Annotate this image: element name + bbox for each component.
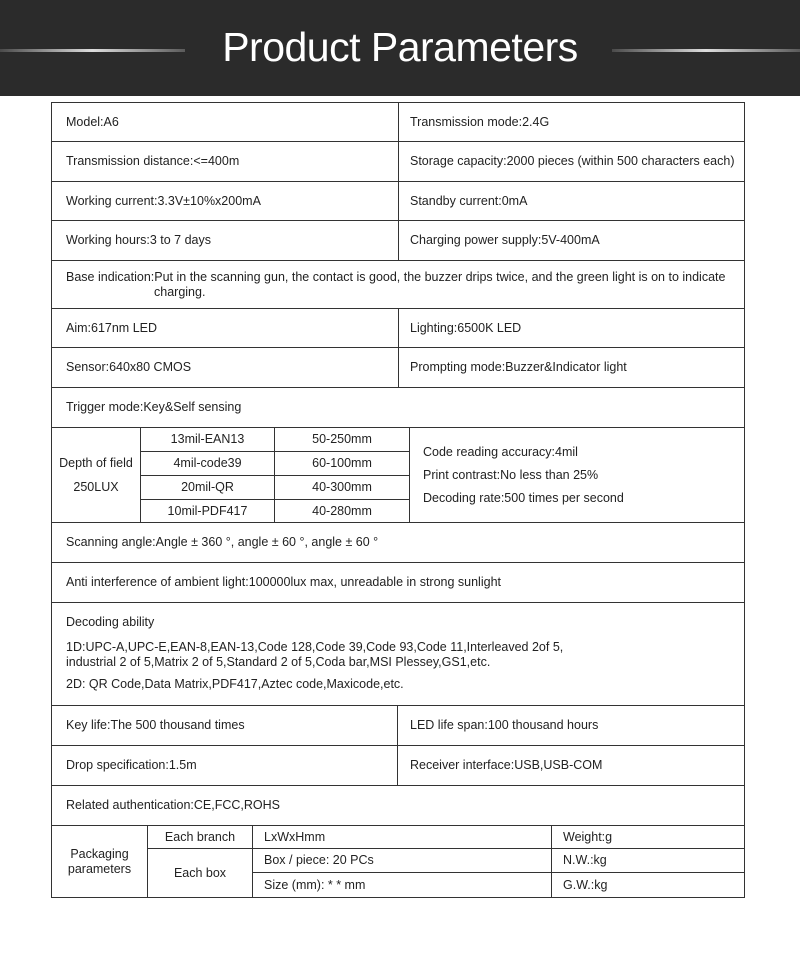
- cell-led-life: LED life span:100 thousand hours: [397, 705, 745, 746]
- base-label: Base indication:: [66, 269, 155, 284]
- cell-model: Model:A6: [51, 102, 399, 142]
- cell-packaging-label: [51, 825, 148, 898]
- depth-code: 13mil-EAN13: [140, 427, 275, 452]
- cell-storage: Storage capacity:2000 pieces (within 500 characters each): [398, 141, 745, 182]
- packaging-label-cont: parameters: [67, 861, 132, 876]
- cell-depth-specs: [409, 427, 745, 523]
- box-size: Size (mm): * * mm: [252, 872, 552, 898]
- page-title: Product Parameters: [222, 24, 578, 70]
- cell-trigger: Trigger mode:Key&Self sensing: [51, 387, 745, 428]
- cell-decoding: [51, 602, 745, 706]
- box-pieces: Box / piece: 20 PCs: [252, 848, 552, 873]
- branch-dims: LxWxHmm: [252, 825, 552, 849]
- cell-aim: Aim:617nm LED: [51, 308, 399, 348]
- each-branch: Each branch: [147, 825, 253, 849]
- depth-range: 60-100mm: [274, 451, 410, 476]
- decorative-line-right: [612, 49, 800, 52]
- cell-working-hours: Working hours:3 to 7 days: [51, 220, 399, 261]
- depth-range: 50-250mm: [274, 427, 410, 452]
- decoding-1d: 1D:UPC-A,UPC-E,EAN-8,EAN-13,Code 128,Code 39,Code 93,Code 11,Interleaved 2of 5,: [66, 640, 564, 654]
- cell-sensor: Sensor:640x80 CMOS: [51, 347, 399, 388]
- cell-distance: Transmission distance:<=400m: [51, 141, 399, 182]
- cell-lighting: Lighting:6500K LED: [398, 308, 745, 348]
- base-text: Put in the scanning gun, the contact is good, the buzzer drips twice, and the green light is on to indicate: [154, 269, 726, 284]
- each-box: Each box: [147, 848, 253, 898]
- depth-code: 20mil-QR: [140, 475, 275, 500]
- header-banner: [0, 0, 800, 96]
- cell-working-current: Working current:3.3V±10%x200mA: [51, 181, 399, 221]
- decoding-rate: Decoding rate:500 times per second: [423, 490, 624, 505]
- box-gross-weight: G.W.:kg: [551, 872, 745, 898]
- depth-range: 40-280mm: [274, 499, 410, 523]
- cell-base-indication: [51, 260, 745, 309]
- branch-weight: Weight:g: [551, 825, 745, 849]
- depth-range: 40-300mm: [274, 475, 410, 500]
- decoding-1d-cont: industrial 2 of 5,Matrix 2 of 5,Standard 2 of 5,Coda bar,MSI Plessey,GS1,etc.: [66, 655, 491, 669]
- depth-lux: 250LUX: [73, 480, 119, 494]
- base-text-cont: charging.: [154, 284, 206, 299]
- depth-label: Depth of field: [59, 456, 133, 470]
- cell-standby: Standby current:0mA: [398, 181, 745, 221]
- cell-anti-interference: Anti interference of ambient light:100000lux max, unreadable in strong sunlight: [51, 562, 745, 603]
- decoding-title: Decoding ability: [66, 615, 155, 629]
- cell-authentication: Related authentication:CE,FCC,ROHS: [51, 785, 745, 826]
- cell-scanning: Scanning angle:Angle ± 360 °, angle ± 60 °, angle ± 60 °: [51, 522, 745, 563]
- depth-code: 10mil-PDF417: [140, 499, 275, 523]
- cell-key-life: Key life:The 500 thousand times: [51, 705, 398, 746]
- depth-code: 4mil-code39: [140, 451, 275, 476]
- cell-charging: Charging power supply:5V-400mA: [398, 220, 745, 261]
- box-net-weight: N.W.:kg: [551, 848, 745, 873]
- contrast: Print contrast:No less than 25%: [423, 467, 599, 482]
- cell-prompting: Prompting mode:Buzzer&Indicator light: [398, 347, 745, 388]
- cell-drop: Drop specification:1.5m: [51, 745, 398, 786]
- cell-receiver: Receiver interface:USB,USB-COM: [397, 745, 745, 786]
- cell-transmission-mode: Transmission mode:2.4G: [398, 102, 745, 142]
- accuracy: Code reading accuracy:4mil: [423, 444, 578, 459]
- cell-depth-label: [51, 427, 141, 523]
- packaging-label: Packaging: [70, 846, 129, 861]
- decoding-2d: 2D: QR Code,Data Matrix,PDF417,Aztec code,Maxicode,etc.: [66, 677, 404, 691]
